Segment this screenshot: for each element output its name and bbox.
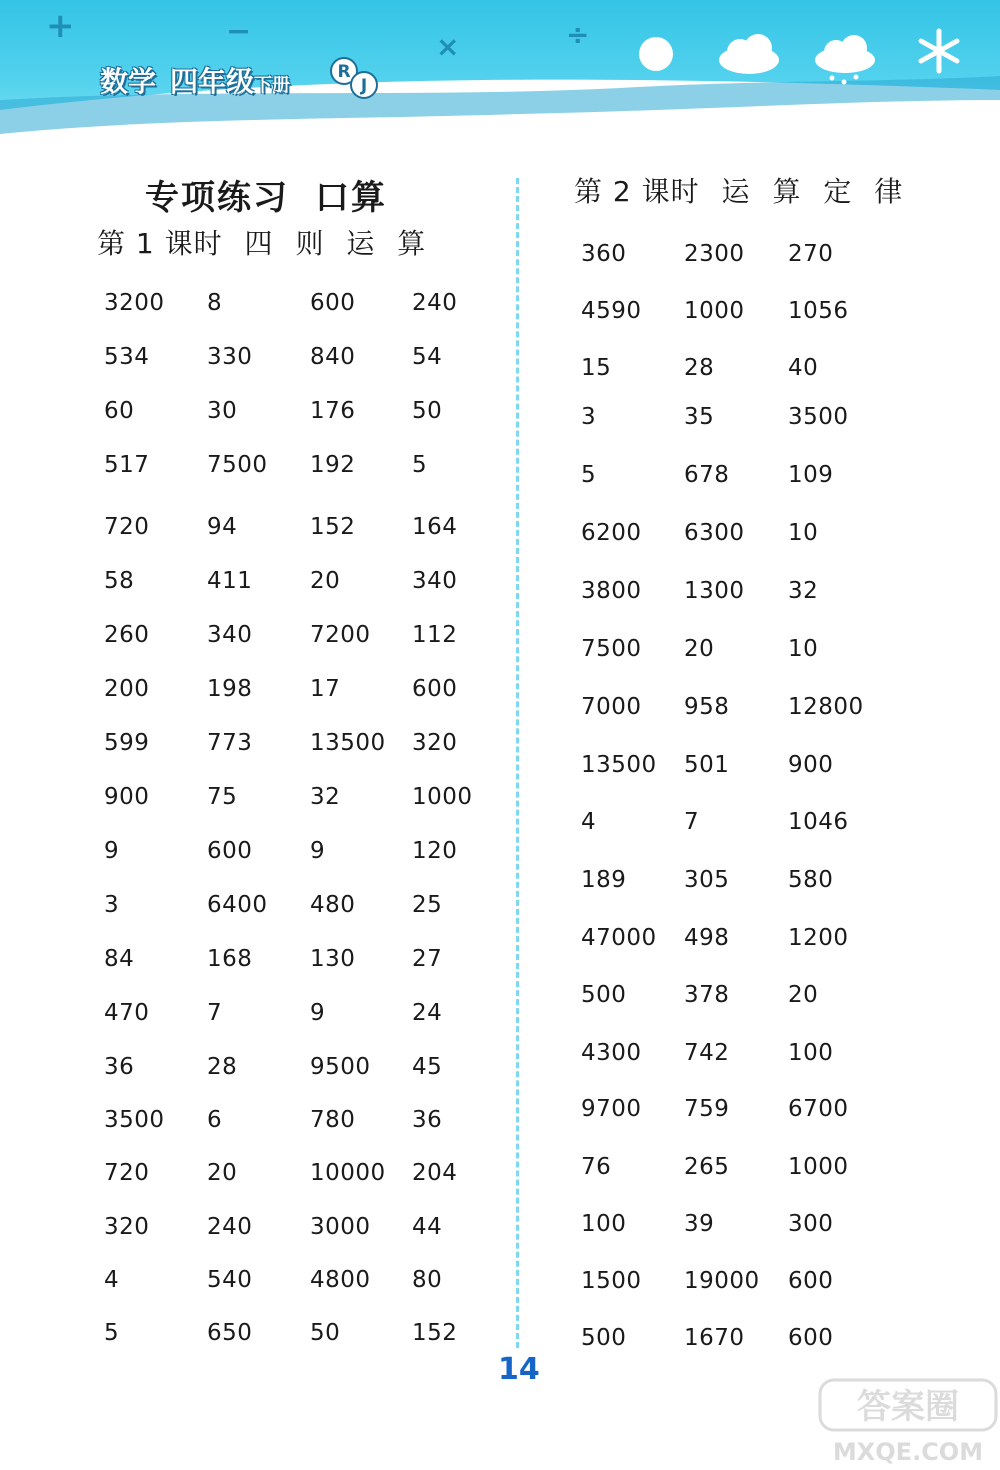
- answer-cell: 198: [207, 676, 253, 702]
- header-band: [0, 0, 1000, 135]
- lesson-2-title: [574, 170, 903, 210]
- answer-cell: 4300: [581, 1040, 642, 1066]
- answer-cell: 517: [104, 452, 150, 478]
- answer-cell: 10: [788, 636, 819, 662]
- answer-cell: 7500: [207, 452, 268, 478]
- answer-cell: 773: [207, 730, 253, 756]
- answer-cell: 1000: [788, 1154, 849, 1180]
- lesson-1-title: [97, 222, 426, 262]
- answer-cell: 3500: [788, 404, 849, 430]
- answer-cell: 4800: [310, 1267, 371, 1293]
- answer-cell: 270: [788, 241, 834, 267]
- answer-cell: 3: [104, 892, 120, 918]
- answer-cell: 76: [581, 1154, 612, 1180]
- volume-label: 下册: [254, 75, 291, 96]
- answer-cell: 780: [310, 1107, 356, 1133]
- answer-cell: 5: [104, 1320, 120, 1346]
- answer-cell: 152: [412, 1320, 458, 1346]
- edition-letter-r: R: [337, 62, 351, 82]
- answer-cell: 35: [684, 404, 715, 430]
- answer-cell: 3000: [310, 1214, 371, 1240]
- answer-cell: 109: [788, 462, 834, 488]
- minus-icon: −: [226, 14, 252, 49]
- answer-cell: 6400: [207, 892, 268, 918]
- answer-cell: 28: [207, 1054, 238, 1080]
- answer-cell: 112: [412, 622, 458, 648]
- answer-cell: 80: [412, 1267, 443, 1293]
- answer-cell: 759: [684, 1096, 730, 1122]
- answer-cell: 900: [104, 784, 150, 810]
- answer-cell: 7000: [581, 694, 642, 720]
- answer-cell: 6700: [788, 1096, 849, 1122]
- answer-cell: 411: [207, 568, 253, 594]
- answer-cell: 340: [412, 568, 458, 594]
- answer-cell: 840: [310, 344, 356, 370]
- answer-cell: 9: [310, 838, 326, 864]
- answer-cell: 100: [581, 1211, 627, 1237]
- answer-cell: 27: [412, 946, 443, 972]
- answer-cell: 4590: [581, 298, 642, 324]
- answer-cell: 7: [684, 809, 700, 835]
- edition-badge: [326, 55, 386, 101]
- answer-cell: 580: [788, 867, 834, 893]
- answer-cell: 260: [104, 622, 150, 648]
- special-practice-title: [145, 170, 387, 219]
- answer-cell: 28: [684, 355, 715, 381]
- answer-cell: 32: [788, 578, 819, 604]
- answer-cell: 501: [684, 752, 730, 778]
- answer-cell: 24: [412, 1000, 443, 1026]
- answer-cell: 498: [684, 925, 730, 951]
- answer-cell: 265: [684, 1154, 730, 1180]
- answer-cell: 120: [412, 838, 458, 864]
- answer-cell: 39: [684, 1211, 715, 1237]
- answer-cell: 470: [104, 1000, 150, 1026]
- answer-cell: 600: [788, 1325, 834, 1351]
- multiply-icon: ×: [436, 30, 460, 63]
- sun-icon: [636, 34, 676, 74]
- answer-cell: 1300: [684, 578, 745, 604]
- answer-cell: 3: [581, 404, 597, 430]
- answer-cell: 4: [104, 1267, 120, 1293]
- answer-cell: 1670: [684, 1325, 745, 1351]
- answer-cell: 958: [684, 694, 730, 720]
- answer-cell: 900: [788, 752, 834, 778]
- answer-cell: 60: [104, 398, 135, 424]
- answer-cell: 1500: [581, 1268, 642, 1294]
- answer-cell: 204: [412, 1160, 458, 1186]
- special-practice-label: 专项练习: [145, 178, 289, 218]
- divide-icon: ÷: [566, 18, 590, 51]
- answer-cell: 720: [104, 514, 150, 540]
- lesson-2-char: 定: [823, 175, 853, 208]
- answer-cell: 742: [684, 1040, 730, 1066]
- answer-cell: 600: [412, 676, 458, 702]
- answer-cell: 340: [207, 622, 253, 648]
- column-divider: [516, 178, 519, 1348]
- lesson-1-char: 四: [244, 227, 274, 260]
- answer-cell: 44: [412, 1214, 443, 1240]
- answer-cell: 47000: [581, 925, 657, 951]
- lesson-1-number: 第 1 课时: [97, 227, 223, 260]
- answer-cell: 130: [310, 946, 356, 972]
- answer-cell: 192: [310, 452, 356, 478]
- answer-cell: 6300: [684, 520, 745, 546]
- answer-cell: 5: [581, 462, 597, 488]
- answer-cell: 5: [412, 452, 428, 478]
- answer-cell: 15: [581, 355, 612, 381]
- answer-cell: 36: [412, 1107, 443, 1133]
- answer-cell: 152: [310, 514, 356, 540]
- answer-cell: 20: [788, 982, 819, 1008]
- answer-cell: 6: [207, 1107, 223, 1133]
- page-number: 14: [498, 1352, 540, 1387]
- answer-cell: 2300: [684, 241, 745, 267]
- answer-cell: 1056: [788, 298, 849, 324]
- answer-cell: 330: [207, 344, 253, 370]
- answer-cell: 534: [104, 344, 150, 370]
- answer-cell: 9500: [310, 1054, 371, 1080]
- plus-icon: +: [46, 6, 75, 46]
- answer-cell: 20: [684, 636, 715, 662]
- answer-cell: 8: [207, 290, 223, 316]
- answer-cell: 13500: [310, 730, 386, 756]
- answer-cell: 1000: [684, 298, 745, 324]
- answer-cell: 189: [581, 867, 627, 893]
- answer-cell: 10000: [310, 1160, 386, 1186]
- answer-cell: 599: [104, 730, 150, 756]
- answer-cell: 168: [207, 946, 253, 972]
- lesson-1-char: 算: [397, 227, 427, 260]
- cloud-icon: [716, 28, 782, 78]
- edition-letter-j: J: [360, 76, 368, 96]
- answer-cell: 200: [104, 676, 150, 702]
- answer-cell: 50: [412, 398, 443, 424]
- snowflake-icon: [916, 28, 962, 74]
- answer-cell: 7: [207, 1000, 223, 1026]
- answer-cell: 13500: [581, 752, 657, 778]
- answer-cell: 7200: [310, 622, 371, 648]
- answer-cell: 1000: [412, 784, 473, 810]
- answer-cell: 378: [684, 982, 730, 1008]
- answer-cell: 678: [684, 462, 730, 488]
- watermark-logo: [818, 1378, 998, 1468]
- answer-cell: 500: [581, 982, 627, 1008]
- answer-cell: 3800: [581, 578, 642, 604]
- answer-cell: 17: [310, 676, 341, 702]
- book-title: [100, 60, 290, 100]
- answer-cell: 600: [310, 290, 356, 316]
- mental-math-label: 口算: [315, 178, 387, 218]
- answer-cell: 45: [412, 1054, 443, 1080]
- answer-cell: 94: [207, 514, 238, 540]
- lesson-1-char: 运: [346, 227, 376, 260]
- lesson-2-char: 算: [772, 175, 802, 208]
- watermark-top-text: 答案圈: [857, 1387, 959, 1427]
- answer-cell: 176: [310, 398, 356, 424]
- answer-cell: 320: [104, 1214, 150, 1240]
- answer-cell: 10: [788, 520, 819, 546]
- answer-cell: 500: [581, 1325, 627, 1351]
- answer-cell: 50: [310, 1320, 341, 1346]
- answer-cell: 600: [788, 1268, 834, 1294]
- snow-cloud-icon: [812, 30, 878, 86]
- subject-label: 数学: [100, 65, 157, 98]
- answer-cell: 25: [412, 892, 443, 918]
- answer-cell: 54: [412, 344, 443, 370]
- answer-cell: 75: [207, 784, 238, 810]
- lesson-1-char: 则: [295, 227, 325, 260]
- answer-cell: 32: [310, 784, 341, 810]
- answer-cell: 100: [788, 1040, 834, 1066]
- lesson-2-char: 律: [874, 175, 904, 208]
- lesson-2-number: 第 2 课时: [574, 175, 700, 208]
- answer-cell: 9700: [581, 1096, 642, 1122]
- answer-cell: 12800: [788, 694, 864, 720]
- answer-cell: 9: [104, 838, 120, 864]
- answer-cell: 240: [412, 290, 458, 316]
- answer-cell: 300: [788, 1211, 834, 1237]
- answer-cell: 3200: [104, 290, 165, 316]
- answer-cell: 650: [207, 1320, 253, 1346]
- lesson-2-char: 运: [721, 175, 751, 208]
- answer-cell: 1046: [788, 809, 849, 835]
- answer-cell: 84: [104, 946, 135, 972]
- answer-cell: 4: [581, 809, 597, 835]
- answer-cell: 30: [207, 398, 238, 424]
- answer-cell: 1200: [788, 925, 849, 951]
- grade-label: 四年级下册: [170, 65, 291, 98]
- answer-cell: 720: [104, 1160, 150, 1186]
- answer-cell: 240: [207, 1214, 253, 1240]
- answer-cell: 58: [104, 568, 135, 594]
- answer-cell: 40: [788, 355, 819, 381]
- answer-cell: 20: [207, 1160, 238, 1186]
- answer-cell: 305: [684, 867, 730, 893]
- answer-cell: 7500: [581, 636, 642, 662]
- answer-cell: 360: [581, 241, 627, 267]
- answer-cell: 480: [310, 892, 356, 918]
- answer-cell: 600: [207, 838, 253, 864]
- answer-cell: 3500: [104, 1107, 165, 1133]
- answer-cell: 164: [412, 514, 458, 540]
- answer-cell: 19000: [684, 1268, 760, 1294]
- answer-cell: 20: [310, 568, 341, 594]
- answer-cell: 6200: [581, 520, 642, 546]
- watermark-bottom-text: MXQE.COM: [832, 1438, 984, 1466]
- answer-cell: 540: [207, 1267, 253, 1293]
- answer-cell: 320: [412, 730, 458, 756]
- answer-cell: 36: [104, 1054, 135, 1080]
- answer-cell: 9: [310, 1000, 326, 1026]
